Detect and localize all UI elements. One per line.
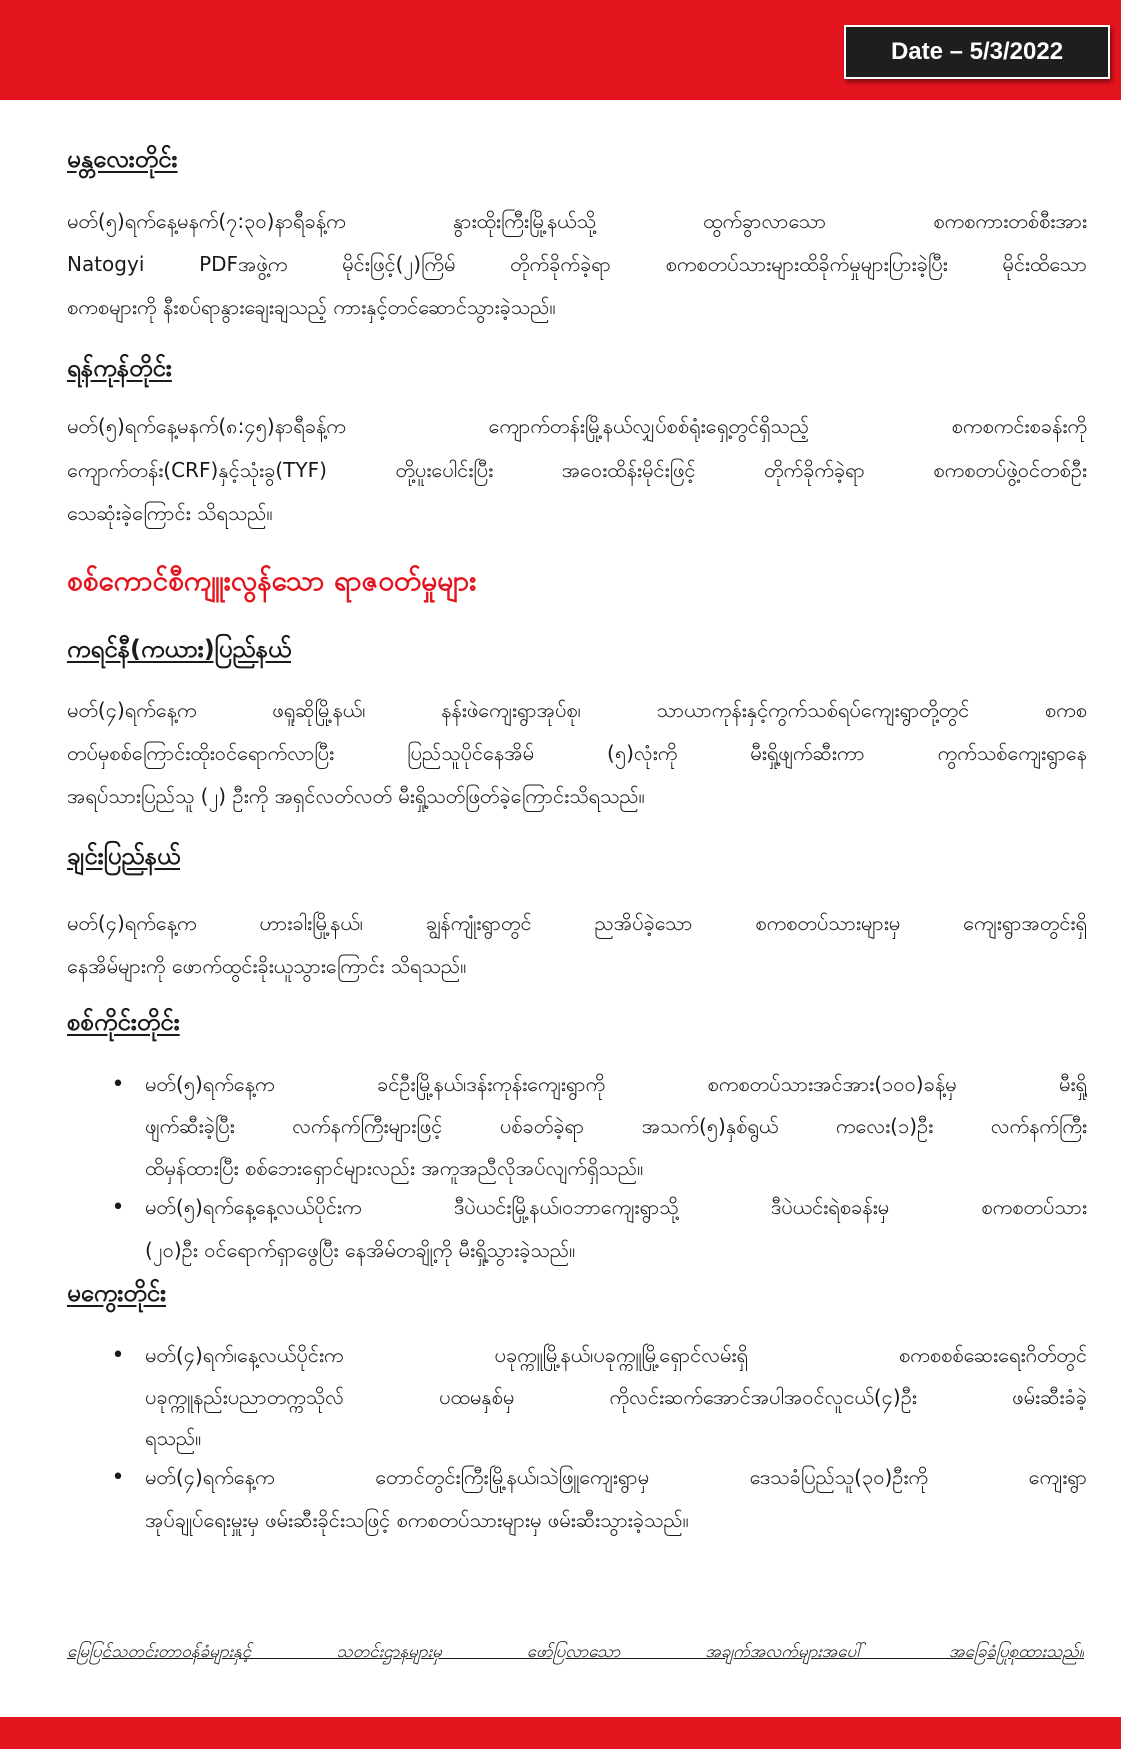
paragraph-line: နေအိမ်များကို ဖောက်ထွင်းခိုးယူသွားကြောင်း သိရသည်။ [67, 954, 467, 978]
paragraph-line: တပ်မှစစ်ကြောင်းထိုးဝင်ရောက်လာပြီး ပြည်သူပိုင်နေအိမ် (၅)လုံးကို မီးရှို့ဖျက်ဆီးကာ ကွက်သစ်ကျေးရွာနေ [67, 741, 1087, 765]
section-heading-karenni: ကရင်နီ(ကယား)ပြည်နယ် [67, 635, 292, 663]
paragraph-line: မတ်(၅)ရက်နေ့မနက်(၈:၄၅)နာရီခန့်က ကျောက်တန်းမြို့နယ်လျှပ်စစ်ရုံးရှေ့တွင်ရှိသည့် စကစကင်းစခန်းကို [67, 414, 1087, 438]
paragraph-line: မတ်(၄)ရက်နေ့က ဟားခါးမြို့နယ်၊ ချွန်ကျုံးရွာတွင် ညအိပ်ခဲ့သော စကစတပ်သားများမှ ကျေးရွာအတွင်းရှိ [67, 911, 1087, 935]
list-item-line: မတ်(၄)ရက်၊နေ့လယ်ပိုင်းက ပခုက္ကူမြို့နယ်၊ပခုက္ကူမြို့ရှောင်လမ်းရှိ စကစစစ်ဆေးရေးဂိတ်တွင် [145, 1343, 1087, 1367]
paragraph-line: အရပ်သားပြည်သူ (၂) ဦးကို အရှင်လတ်လတ် မီးရှို့သတ်ဖြတ်ခဲ့ကြောင်းသိရသည်။ [67, 784, 645, 808]
paragraph-line: Natogyi PDFအဖွဲ့က မိုင်းဖြင့်(၂)ကြိမ် တိုက်ခိုက်ခဲ့ရာ စကစတပ်သားများထိခိုက်မှုများပြားခဲ့ပြီး မိုင်းထိသော [67, 252, 1087, 276]
list-item-line: (၂၀)ဦး ဝင်ရောက်ရှာဖွေပြီး နေအိမ်တချို့ကို မီးရှို့သွားခဲ့သည်။ [145, 1238, 576, 1262]
paragraph-line: သေဆုံးခဲ့ကြောင်း သိရသည်။ [67, 501, 273, 525]
date-badge: Date – 5/3/2022 [844, 25, 1110, 79]
section-heading-mandalay: မန္တလေးတိုင်း [67, 145, 178, 173]
paragraph-line: စကစများကို နီးစပ်ရာနွားချေးချသည့် ကားနှင့်တင်ဆောင်သွားခဲ့သည်။ [67, 295, 556, 319]
list-item-line: မတ်(၅)ရက်နေ့နေ့လယ်ပိုင်းက ဒီပဲယင်းမြို့နယ်၊ဝဘာကျေးရွာသို့ ဒီပဲယင်းရဲစခန်းမှ စကစတပ်သား [145, 1195, 1087, 1219]
bullet-icon: • [111, 1465, 125, 1490]
bullet-icon: • [111, 1343, 125, 1368]
list-item-line: ထိမှန်ထားပြီး စစ်ဘေးရှောင်များလည်း အကူအညီလိုအပ်လျက်ရှိသည်။ [145, 1156, 644, 1180]
source-note: မြေပြင်သတင်းတာဝန်ခံများနှင့် သတင်းဌာနများမှ ဖော်ပြလာသော အချက်အလက်များအပေါ် အခြေခံပြုစုထားသည်။ [67, 1642, 1084, 1662]
list-item-line: အုပ်ချုပ်ရေးမှူးမှ ဖမ်းဆီးခိုင်းသဖြင့် စကစတပ်သားများမှ ဖမ်းဆီးသွားခဲ့သည်။ [145, 1508, 689, 1532]
list-item-line: ရသည်။ [145, 1426, 202, 1450]
paragraph-line: မတ်(၅)ရက်နေ့မနက်(၇:၃၀)နာရီခန့်က နွားထိုးကြီးမြို့နယ်သို့ ထွက်ခွာလာသော စကစကားတစ်စီးအား [67, 209, 1087, 233]
bullet-icon: • [111, 1195, 125, 1220]
crimes-section-title: စစ်ကောင်စီကျူးလွန်သော ရာဇဝတ်မှုများ [67, 564, 477, 597]
list-item-line: ပခုက္ကူနည်းပညာတက္ကသိုလ် ပထမနှစ်မှ ကိုလင်းဆက်အောင်အပါအဝင်လူငယ်(၄)ဦး ဖမ်းဆီးခံခဲ့ [145, 1385, 1087, 1409]
paragraph-line: ကျောက်တန်း(CRF)နှင့်သုံးခွ(TYF) တို့ပူးပေါင်းပြီး အဝေးထိန်းမိုင်းဖြင့် တိုက်ခိုက်ခဲ့ရာ စကစတပ်ဖွဲ့ဝင်တစ်ဦး [67, 458, 1087, 482]
list-item-line: မတ်(၄)ရက်နေ့က တောင်တွင်းကြီးမြို့နယ်၊သဲဖြူကျေးရွာမှ ဒေသခံပြည်သူ(၃၀)ဦးကို ကျေးရွာ [145, 1465, 1087, 1489]
footer-band [0, 1717, 1121, 1749]
list-item-line: မတ်(၅)ရက်နေ့က ခင်ဦးမြို့နယ်၊ဒန်းကုန်းကျေးရွာကို စကစတပ်သားအင်အား(၁၀၀)ခန့်မှ မီးရှို့ [145, 1072, 1087, 1096]
bullet-icon: • [111, 1072, 125, 1097]
section-heading-magway: မကွေးတိုင်း [67, 1279, 167, 1307]
section-heading-chin: ချင်းပြည်နယ် [67, 842, 181, 870]
list-item-line: ဖျက်ဆီးခဲ့ပြီး လက်နက်ကြီးများဖြင့် ပစ်ခတ်ခဲ့ရာ အသက်(၅)နှစ်ရွယ် ကလေး(၁)ဦး လက်နက်ကြီး [145, 1114, 1087, 1138]
section-heading-sagaing: စစ်ကိုင်းတိုင်း [67, 1008, 180, 1036]
section-heading-yangon: ရန်ကုန်တိုင်း [67, 354, 172, 382]
paragraph-line: မတ်(၄)ရက်နေ့က ဖရူဆိုမြို့နယ်၊ နန်းဖဲကျေးရွာအုပ်စု၊ သာယာကုန်းနှင့်ကွက်သစ်ရပ်ကျေးရွာတို့တွင် စကစ [67, 698, 1087, 722]
